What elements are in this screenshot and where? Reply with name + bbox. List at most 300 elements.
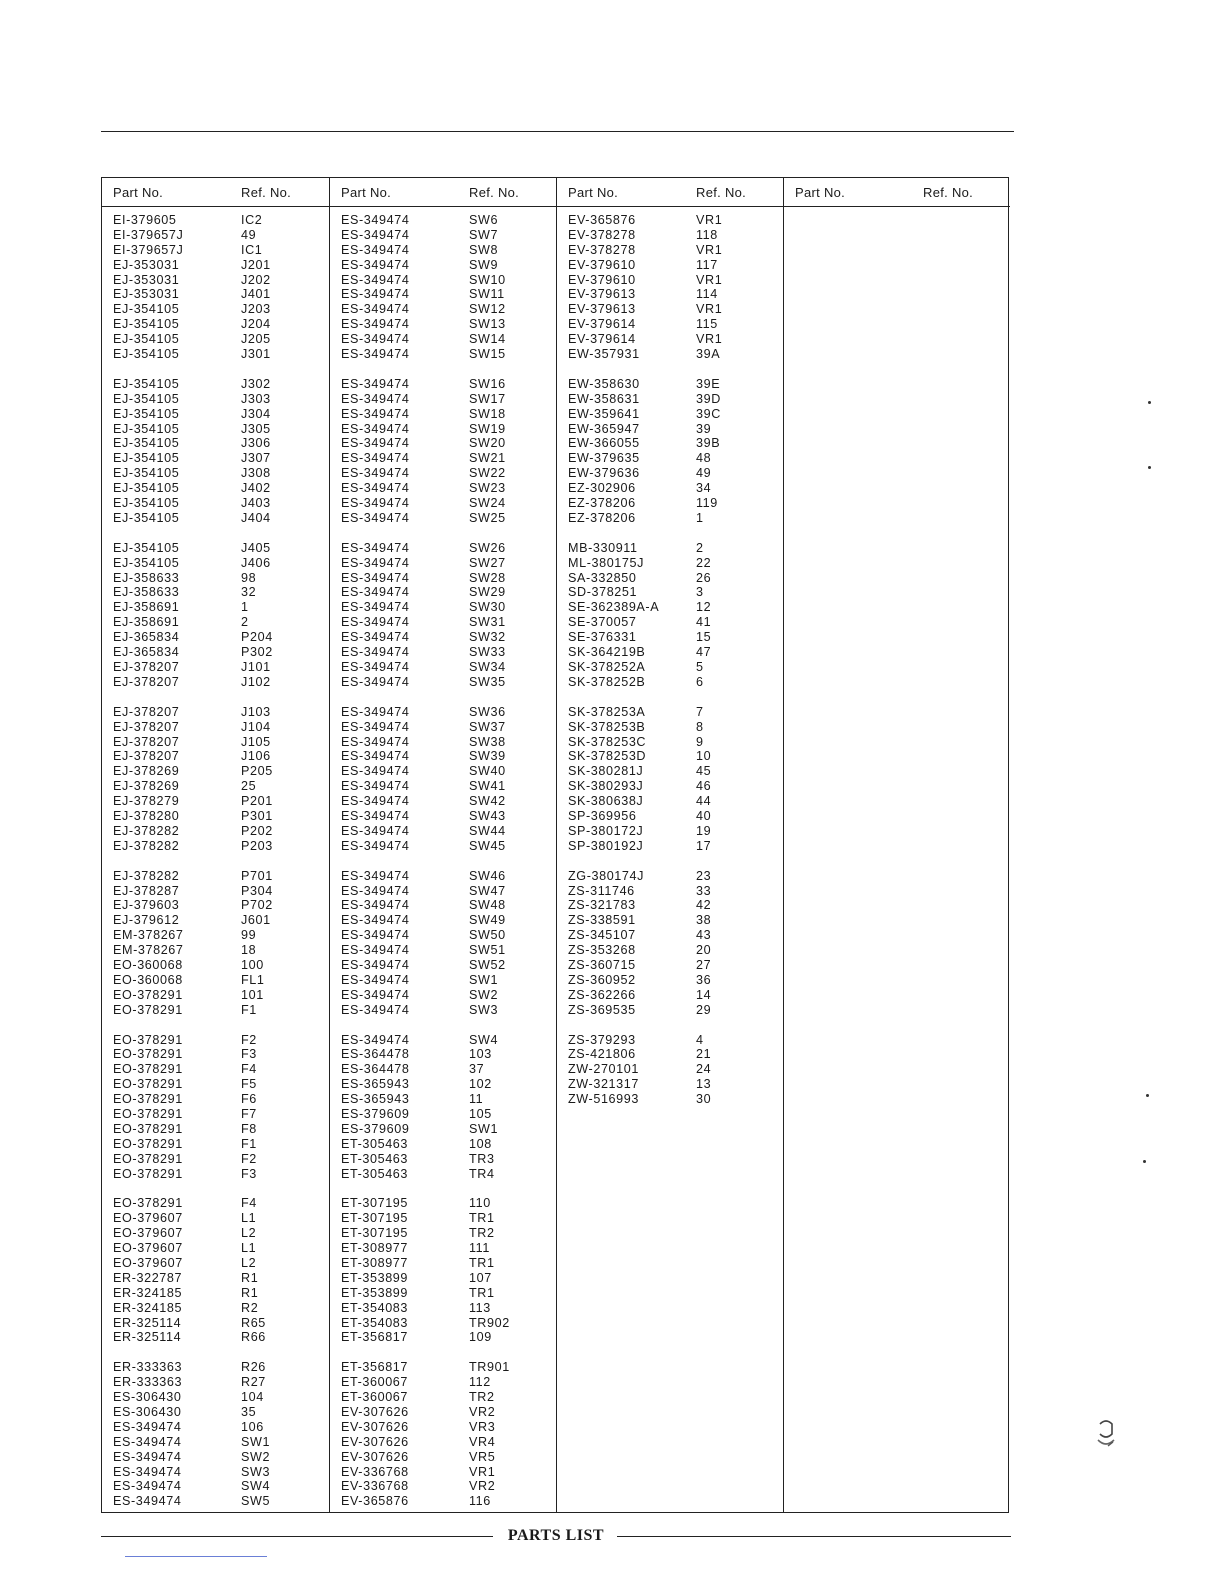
table-row xyxy=(102,1375,329,1390)
part-number: EJ-354105 xyxy=(113,347,180,362)
ref-number: SW25 xyxy=(469,510,506,525)
ref-number: SW20 xyxy=(469,436,506,451)
part-no-header: Part No. xyxy=(795,185,846,200)
table-row xyxy=(330,496,556,511)
ref-number: J301 xyxy=(241,347,271,362)
table-row xyxy=(330,764,556,779)
table-row xyxy=(557,377,783,392)
part-number: EJ-354105 xyxy=(113,555,180,570)
table-row xyxy=(102,496,329,511)
part-number: SK-380293J xyxy=(568,779,644,794)
table-row xyxy=(330,884,556,899)
table-row xyxy=(557,1062,783,1077)
part-number: EO-360068 xyxy=(113,957,183,972)
part-number: EJ-378207 xyxy=(113,674,180,689)
table-row xyxy=(557,645,783,660)
table-row xyxy=(557,228,783,243)
part-number: ES-349474 xyxy=(341,332,410,347)
table-row xyxy=(330,571,556,586)
part-number: ES-349474 xyxy=(341,928,410,943)
table-row xyxy=(557,287,783,302)
ref-number: 32 xyxy=(241,585,257,600)
table-row xyxy=(330,273,556,288)
part-number: ML-380175J xyxy=(568,555,645,570)
table-row xyxy=(557,988,783,1003)
part-number: EI-379657J xyxy=(113,227,184,242)
table-row xyxy=(102,258,329,273)
ref-number: VR1 xyxy=(696,242,723,257)
table-row xyxy=(330,541,556,556)
table-row xyxy=(330,1330,556,1345)
ref-number: 109 xyxy=(469,1330,492,1345)
table-row xyxy=(102,1107,329,1122)
ref-number: SW5 xyxy=(241,1494,271,1509)
part-number: ES-349474 xyxy=(341,421,410,436)
part-number: EV-378278 xyxy=(568,227,636,242)
table-row xyxy=(557,973,783,988)
page-footer xyxy=(101,1527,1011,1547)
part-number: ES-349474 xyxy=(341,213,410,227)
table-row xyxy=(330,615,556,630)
ref-number: L2 xyxy=(241,1226,257,1241)
column-rows xyxy=(557,213,783,1122)
ref-number: SW8 xyxy=(469,242,499,257)
part-number: EO-378291 xyxy=(113,1196,183,1211)
table-row xyxy=(557,735,783,750)
part-number: EW-379635 xyxy=(568,451,640,466)
part-number: ES-349474 xyxy=(341,868,410,883)
part-number: EM-378267 xyxy=(113,928,184,943)
table-row xyxy=(102,615,329,630)
ref-number: 43 xyxy=(696,928,712,943)
part-number: ES-349474 xyxy=(341,540,410,555)
part-number: SE-376331 xyxy=(568,630,637,645)
ref-number: R65 xyxy=(241,1315,266,1330)
ref-number: VR3 xyxy=(469,1419,496,1434)
ref-number: 105 xyxy=(469,1106,492,1121)
part-number: ZS-362266 xyxy=(568,987,636,1002)
ref-number: 49 xyxy=(241,227,257,242)
table-column-2 xyxy=(329,178,556,1512)
table-row xyxy=(557,600,783,615)
table-row xyxy=(102,600,329,615)
part-number: EJ-378287 xyxy=(113,883,180,898)
part-number: ES-349474 xyxy=(113,1449,182,1464)
table-row xyxy=(102,317,329,332)
ref-number: SW32 xyxy=(469,630,506,645)
part-number: ES-349474 xyxy=(341,347,410,362)
ref-number: SW48 xyxy=(469,898,506,913)
ref-number: P701 xyxy=(241,868,273,883)
part-number: ES-349474 xyxy=(113,1434,182,1449)
part-number: EO-378291 xyxy=(113,987,183,1002)
table-row xyxy=(557,466,783,481)
table-row xyxy=(330,585,556,600)
part-number: ES-349474 xyxy=(341,615,410,630)
table-row xyxy=(102,809,329,824)
table-row xyxy=(557,317,783,332)
ref-number: 10 xyxy=(696,749,712,764)
part-number: ET-305463 xyxy=(341,1151,409,1166)
table-row xyxy=(330,511,556,526)
table-row xyxy=(557,585,783,600)
table-row xyxy=(330,1450,556,1465)
row-group xyxy=(102,377,329,526)
scan-speck xyxy=(1148,466,1151,469)
ref-number: 116 xyxy=(469,1494,491,1509)
ref-number: VR1 xyxy=(469,1464,496,1479)
part-number: ES-349474 xyxy=(341,957,410,972)
ref-number: R27 xyxy=(241,1375,266,1390)
part-number: EJ-378282 xyxy=(113,838,180,853)
ref-number: 34 xyxy=(696,481,712,496)
ref-number: 25 xyxy=(241,779,257,794)
ref-number: 103 xyxy=(469,1047,492,1062)
part-number: ET-308977 xyxy=(341,1241,409,1256)
ref-number: SW15 xyxy=(469,347,506,362)
ref-number: F4 xyxy=(241,1196,257,1211)
part-number: SK-378252B xyxy=(568,674,646,689)
part-number: ES-349474 xyxy=(341,719,410,734)
part-no-header: Part No. xyxy=(568,185,619,200)
ref-number: 22 xyxy=(696,555,712,570)
part-number: ER-325114 xyxy=(113,1330,182,1345)
ref-number: J308 xyxy=(241,466,271,481)
ref-number: SW16 xyxy=(469,376,506,391)
ref-number: SW28 xyxy=(469,570,506,585)
scan-speck xyxy=(1146,1094,1149,1097)
table-row xyxy=(102,1301,329,1316)
part-number: EV-379613 xyxy=(568,302,636,317)
table-row xyxy=(557,1092,783,1107)
part-number: ES-349474 xyxy=(341,913,410,928)
ref-number: 101 xyxy=(241,987,264,1002)
part-number: EV-307626 xyxy=(341,1419,409,1434)
table-row xyxy=(557,794,783,809)
ref-number: 39B xyxy=(696,436,721,451)
part-number: ES-349474 xyxy=(341,391,410,406)
row-group xyxy=(330,1360,556,1509)
ref-number: J105 xyxy=(241,734,271,749)
ref-number: F1 xyxy=(241,1002,257,1017)
part-number: ET-360067 xyxy=(341,1390,409,1405)
ref-number: SW47 xyxy=(469,883,506,898)
table-row xyxy=(102,1137,329,1152)
part-number: ET-353899 xyxy=(341,1285,409,1300)
ref-number: 118 xyxy=(696,227,718,242)
part-number: ET-308977 xyxy=(341,1256,409,1270)
ref-number: SW1 xyxy=(469,1121,499,1136)
part-number: ES-306430 xyxy=(113,1390,182,1405)
ref-number: SW31 xyxy=(469,615,506,630)
table-row xyxy=(102,749,329,764)
ref-number: VR1 xyxy=(696,213,723,227)
part-number: EJ-354105 xyxy=(113,540,180,555)
table-row xyxy=(557,720,783,735)
table-row xyxy=(330,824,556,839)
part-number: ES-349474 xyxy=(341,436,410,451)
part-number: ES-349474 xyxy=(341,481,410,496)
part-number: EJ-354105 xyxy=(113,496,180,511)
ref-number: P201 xyxy=(241,794,273,809)
table-row xyxy=(102,1241,329,1256)
part-number: ES-349474 xyxy=(341,823,410,838)
part-number: SK-380638J xyxy=(568,794,644,809)
table-row xyxy=(330,1152,556,1167)
table-row xyxy=(102,884,329,899)
part-number: ET-354083 xyxy=(341,1300,409,1315)
part-number: ES-349474 xyxy=(341,630,410,645)
part-number: ER-333363 xyxy=(113,1375,183,1390)
ref-number: J104 xyxy=(241,719,271,734)
part-number: ES-349474 xyxy=(113,1464,182,1479)
ref-number: 106 xyxy=(241,1419,264,1434)
part-number: ES-349474 xyxy=(341,808,410,823)
ref-number: J406 xyxy=(241,555,271,570)
table-row xyxy=(102,1405,329,1420)
table-row xyxy=(102,1167,329,1182)
ref-number: VR1 xyxy=(696,332,723,347)
part-number: ER-322787 xyxy=(113,1270,183,1285)
table-row xyxy=(330,451,556,466)
ref-number: 5 xyxy=(696,659,704,674)
ref-number: J401 xyxy=(241,287,271,302)
table-row xyxy=(557,869,783,884)
ref-number: 13 xyxy=(696,1077,712,1092)
part-number: EJ-358691 xyxy=(113,615,180,630)
table-row xyxy=(102,1390,329,1405)
table-row xyxy=(102,556,329,571)
ref-number: 39E xyxy=(696,376,721,391)
table-row xyxy=(330,630,556,645)
part-number: ET-356817 xyxy=(341,1330,409,1345)
part-number: EJ-378282 xyxy=(113,823,180,838)
table-row xyxy=(102,1122,329,1137)
table-row xyxy=(102,511,329,526)
ref-number: 114 xyxy=(696,287,718,302)
ref-number: SW39 xyxy=(469,749,506,764)
ref-number: SW33 xyxy=(469,645,506,660)
ref-number: P205 xyxy=(241,764,273,779)
part-number: EJ-354105 xyxy=(113,376,180,391)
footer-title: PARTS LIST xyxy=(507,1527,605,1544)
table-row xyxy=(557,332,783,347)
ref-number: SW12 xyxy=(469,302,506,317)
ref-number: 42 xyxy=(696,898,712,913)
part-number: ES-364478 xyxy=(341,1062,410,1077)
part-number: EJ-378280 xyxy=(113,808,180,823)
part-number: ES-349474 xyxy=(341,570,410,585)
table-row xyxy=(557,705,783,720)
part-number: EJ-358691 xyxy=(113,600,180,615)
table-row xyxy=(557,884,783,899)
ref-number: 113 xyxy=(469,1300,491,1315)
part-number: ZS-360952 xyxy=(568,972,636,987)
ref-no-header: Ref. No. xyxy=(923,185,974,200)
ref-number: F8 xyxy=(241,1121,257,1136)
table-row xyxy=(330,958,556,973)
ref-number: 115 xyxy=(696,317,718,332)
scan-speck xyxy=(1148,401,1151,404)
table-row xyxy=(330,973,556,988)
part-number: EW-359641 xyxy=(568,406,640,421)
ref-number: 112 xyxy=(469,1375,491,1390)
table-row xyxy=(330,302,556,317)
table-row xyxy=(330,377,556,392)
part-number: SA-332850 xyxy=(568,570,637,585)
table-row xyxy=(557,749,783,764)
table-row xyxy=(102,764,329,779)
ref-number: P203 xyxy=(241,838,273,853)
table-row xyxy=(330,1003,556,1018)
ref-number: J103 xyxy=(241,704,271,719)
table-row xyxy=(330,1301,556,1316)
part-number: EO-378291 xyxy=(113,1062,183,1077)
table-row xyxy=(102,869,329,884)
table-row xyxy=(102,1062,329,1077)
part-number: EJ-354105 xyxy=(113,302,180,317)
table-row xyxy=(330,1465,556,1480)
table-row xyxy=(557,779,783,794)
table-row xyxy=(557,436,783,451)
ref-number: J307 xyxy=(241,451,271,466)
ref-number: F6 xyxy=(241,1092,257,1107)
table-row xyxy=(102,1494,329,1509)
part-number: ZS-353268 xyxy=(568,943,636,958)
part-number: ET-307195 xyxy=(341,1226,409,1241)
table-row xyxy=(330,779,556,794)
table-row xyxy=(557,630,783,645)
part-number: ZS-421806 xyxy=(568,1047,636,1062)
table-row xyxy=(557,407,783,422)
part-number: EJ-378207 xyxy=(113,704,180,719)
table-row xyxy=(330,794,556,809)
ref-number: SW44 xyxy=(469,823,506,838)
part-number: EJ-354105 xyxy=(113,451,180,466)
part-number: ES-349474 xyxy=(113,1419,182,1434)
table-row xyxy=(557,541,783,556)
part-number: EO-378291 xyxy=(113,1151,183,1166)
table-row xyxy=(330,1107,556,1122)
ref-number: SW21 xyxy=(469,451,506,466)
ref-number: 35 xyxy=(241,1405,257,1420)
part-number: ES-349474 xyxy=(341,451,410,466)
part-number: ES-349474 xyxy=(341,987,410,1002)
ref-number: SW37 xyxy=(469,719,506,734)
ref-number: J302 xyxy=(241,376,271,391)
ref-number: 102 xyxy=(469,1077,492,1092)
table-row xyxy=(102,1033,329,1048)
table-row xyxy=(102,392,329,407)
table-row xyxy=(330,1033,556,1048)
part-number: MB-330911 xyxy=(568,540,638,555)
ref-number: SW34 xyxy=(469,659,506,674)
ref-number: 11 xyxy=(469,1092,484,1107)
ref-number: SW1 xyxy=(469,972,499,987)
ref-number: 100 xyxy=(241,957,264,972)
ref-number: VR1 xyxy=(696,272,723,287)
table-row xyxy=(557,422,783,437)
part-number: EJ-354105 xyxy=(113,406,180,421)
ref-number: 14 xyxy=(696,987,712,1002)
part-number: EJ-354105 xyxy=(113,510,180,525)
part-number: EV-307626 xyxy=(341,1449,409,1464)
table-row xyxy=(557,764,783,779)
part-number: ES-349474 xyxy=(341,302,410,317)
ref-number: SW45 xyxy=(469,838,506,853)
table-column-1 xyxy=(102,178,329,1512)
ref-number: 44 xyxy=(696,794,712,809)
table-column-4 xyxy=(783,178,1010,1512)
table-row xyxy=(102,675,329,690)
table-row xyxy=(102,1286,329,1301)
row-group xyxy=(330,869,556,1018)
ref-number: SW30 xyxy=(469,600,506,615)
ref-number: SW24 xyxy=(469,496,506,511)
ref-number: 41 xyxy=(696,615,712,630)
ref-number: F2 xyxy=(241,1151,257,1166)
part-number: EJ-365834 xyxy=(113,645,180,660)
table-row xyxy=(557,496,783,511)
ref-number: 108 xyxy=(469,1136,492,1151)
ref-number: 26 xyxy=(696,570,712,585)
table-row xyxy=(102,377,329,392)
part-number: ET-353899 xyxy=(341,1270,409,1285)
ref-number: J106 xyxy=(241,749,271,764)
ref-number: 99 xyxy=(241,928,257,943)
column-header xyxy=(102,178,329,207)
part-number: ES-349474 xyxy=(341,943,410,958)
ref-number: SW51 xyxy=(469,943,506,958)
ref-number: R1 xyxy=(241,1285,259,1300)
part-number: ES-349474 xyxy=(341,734,410,749)
ref-number: 23 xyxy=(696,868,712,883)
part-number: ES-349474 xyxy=(341,287,410,302)
part-number: ZW-321317 xyxy=(568,1077,639,1092)
part-number: SP-369956 xyxy=(568,808,637,823)
row-group xyxy=(330,1196,556,1345)
part-number: EJ-354105 xyxy=(113,481,180,496)
ref-number: L2 xyxy=(241,1256,257,1270)
table-row xyxy=(330,228,556,243)
row-group xyxy=(557,1033,783,1107)
ref-number: 107 xyxy=(469,1270,492,1285)
ref-number: 39A xyxy=(696,347,721,362)
part-number: EO-379607 xyxy=(113,1226,183,1241)
ref-number: SW4 xyxy=(469,1032,499,1047)
ref-number: 19 xyxy=(696,823,712,838)
part-number: ES-365943 xyxy=(341,1092,410,1107)
ref-number: 104 xyxy=(241,1390,264,1405)
part-number: ES-349474 xyxy=(341,749,410,764)
part-number: SK-378253A xyxy=(568,704,646,719)
part-number: ZS-360715 xyxy=(568,957,636,972)
part-number: ES-349474 xyxy=(341,600,410,615)
ref-number: VR5 xyxy=(469,1449,496,1464)
ref-number: SW3 xyxy=(469,1002,499,1017)
table-row xyxy=(557,809,783,824)
part-number: EJ-378282 xyxy=(113,868,180,883)
ref-number: 49 xyxy=(696,466,712,481)
table-row xyxy=(102,660,329,675)
part-number: ES-349474 xyxy=(341,242,410,257)
part-number: ES-349474 xyxy=(341,496,410,511)
table-row xyxy=(557,898,783,913)
table-row xyxy=(330,1271,556,1286)
table-row xyxy=(330,436,556,451)
part-number: ES-306430 xyxy=(113,1405,182,1420)
ref-number: F4 xyxy=(241,1062,257,1077)
